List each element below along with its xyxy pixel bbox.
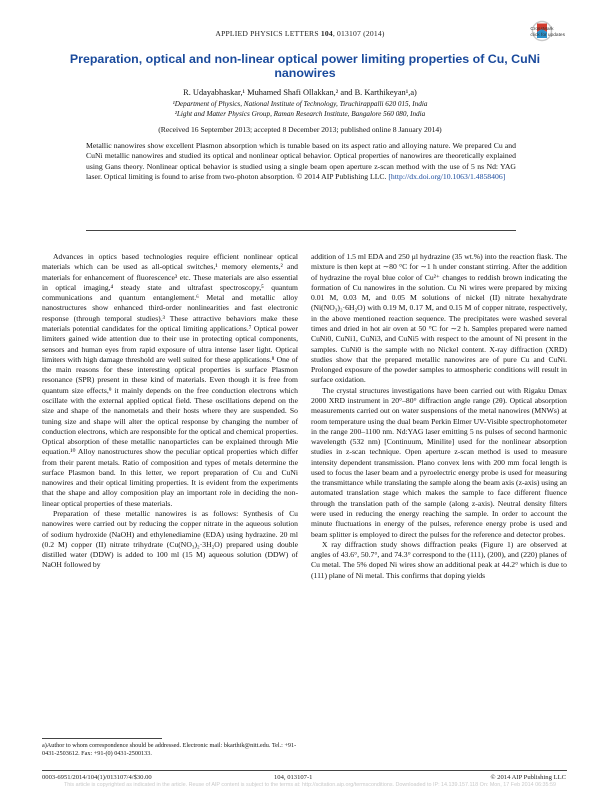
paragraph: Advances in optics based technologies require efficient nonlinear optical materials which can be used as all-optical switches,¹ memory elements,² and materials for enhancement of fluorescence³ etc. These materials are also essential in optical imaging,⁴ steady state and ultrafast spectroscopy,⁵ quantum communications and quantum entanglement.⁶ Metal and metallic alloy nanostructures show enhanced third-order nonlinearities and fast electronic response (through temporal studies).³ These attractive behaviors make these materials potential candidates for the optical limiting applications.⁷ Optical power limiters gained wide attention due to their use in protecting optical components, sensors and human eyes from rapid exposure of ultra intense laser light. Optical limiters with high damage threshold are well suited for these applications.⁸ One of the main reasons for these interesting optical properties is surface Plasmon resonance (SPR) present in these kind of materials. Even though it is free from quantum size effects,⁹ it mainly depends on the free conduction electrons which oscillate with the external applied optical field. These oscillations depend on the size and shape of the nanometals and their hosts where they are suspended. So tuning size and shape will alter the optical response by changing the number of conduction electrons, which are responsible for the optical and chemical properties. Optical absorption of these metallic nanoparticles can be explained through Mie equation.¹⁰ Alloy nanostructures show the peculiar optical properties which differ from their parent metals. Ratio of composition and types of metals determine the surface Plasmon band. In this letter, we report preparation of Cu and CuNi nanowires and their optical limiting properties. It is evident from the experiments that the shape and alloy composition play an important role in deciding the non-linear optical properties of these materials. <box>42 252 298 508</box>
paragraph: Preparation of these metallic nanowires is as follows: Synthesis of Cu nanowires were carried out by reducing the copper nitrate in the aqueous solution of sodium hydroxide (NaOH) and ethylenediamine (EDA) using hydrazine. 20 ml (0.2 M) copper (II) nitrate trihydrate (Cu(NO₃)₂·3H₂O) prepared using double distilled water (DDW) is added to 100 ml (15 M) aqueous solution (DDW) of NaOH followed by <box>42 509 298 570</box>
footer-divider <box>42 770 567 771</box>
journal-header <box>0 29 600 38</box>
paragraph: The crystal structures investigations have been carried out with Rigaku Dmax 2000 XRD instrument in 20°–80° diffraction angle range (2θ). Optical absorption measurements carried out on water suspensions of the metal nanowires (MNWs) at room temperature using the dual beam Perkin Elmer UV-Visible spectrophotometer in the range 200–1100 nm. Nd:YAG laser emitting 5 ns pulses of second harmonic wavelength (532 nm) [Continuum, Minilite] used for the nonlinear absorption studies in z-scan technique. Open aperture z-scan method is used to measure intensity dependent transmission. Plano convex lens with 200 mm focal length is used to focus the laser beam and a pyroelectric energy probe is used for measuring the transmittance while translating the sample along the beam axis (z-axis) using an automated translation stage which makes the sample to face different fluence through the translation path of the sample (along z-axis). Neutral density filters were used in reducing the energy reaching the sample. In order to account the minute fluctuations in energy of the pulses, reference energy probe is used and beam splitter is employed to direct the pulses for the reference and detector probes. <box>311 385 567 539</box>
footer-page: 104, 013107-1 <box>274 774 313 781</box>
footer-copyright: © 2014 AIP Publishing LLC <box>490 774 566 781</box>
body-column-left <box>42 252 298 571</box>
journal-volume: 104 <box>320 29 333 38</box>
abstract-divider <box>86 230 516 231</box>
footer-issn: 0003-6951/2014/104(1)/013107/4/$30.00 <box>42 774 152 781</box>
crossmark-subtext: click for updates <box>530 32 565 38</box>
article-title: Preparation, optical and non-linear optical power limiting properties of Cu, CuNi nanowires <box>69 52 541 80</box>
received-dates: (Received 16 September 2013; accepted 8 December 2013; published online 8 January 2014) <box>158 125 442 134</box>
crossmark-label[interactable] <box>530 27 565 38</box>
doi-link[interactable]: [http://dx.doi.org/10.1063/1.4858406] <box>388 171 506 181</box>
paragraph: addition of 1.5 ml EDA and 250 μl hydrazine (35 wt.%) into the reaction flask. The mixture is then kept at ∼80 °C for ∼1 h under constant stirring. After the addition of hydrazine the royal blue color of Cu²⁺ changes to reddish brown indicating the formation of Cu nanowires in the solution. Cu Ni wires were prepared by mixing 0.01 M, 0.03 M, and 0.05 M solutions of nickel (II) nitrate hexahydrate (Ni(NO₃)₂·6H₂O) with 0.19 M, 0.17 M, and 0.15 M of copper nitrate, respectively, in the above mentioned reaction sequence. The precipitates were washed several times and dried in hot air oven at 50 °C for ∼2 h. Samples prepared were named CuNi0, CuNi1, CuNi3, and CuNi5 with respect to the amount of Ni present in the samples. CuNi0 is the sample with no Nickel content. X-ray diffraction (XRD) studies show that the prepared metallic nanowires are of pure Cu and CuNi. Prolonged exposure of the powder samples to atmospheric conditions will result in surface oxidation. <box>311 252 567 385</box>
journal-name: APPLIED PHYSICS LETTERS <box>215 29 319 38</box>
abstract <box>86 141 516 182</box>
affiliation-2: ²Light and Matter Physics Group, Raman Research Institute, Bangalore 560 080, India <box>174 110 426 118</box>
article-number: , 013107 (2014) <box>332 29 385 38</box>
paragraph: X ray diffraction study shows diffraction peaks (Figure 1) are observed at angles of 43.6°, 50.7°, and 74.3° correspond to the (111), (200), and (220) planes of Cu metal. The 5% doped Ni wires show an additional peak at 44.2° which is due to (111) plane of Ni metal. This confirms that doping yields <box>311 539 567 580</box>
footnote-divider <box>42 738 162 739</box>
affiliation-1: ¹Department of Physics, National Institute of Technology, Tiruchirappalli 620 015, India <box>172 100 428 108</box>
author-list: R. Udayabhaskar,¹ Muhamed Shafi Ollakkan,² and B. Karthikeyan¹,a) <box>183 88 417 97</box>
download-watermark: This article is copyrighted as indicated in the article. Reuse of AIP content is subject to the terms at: http://scitation.aip.org/termsconditions. Downloaded to IP: 14.139.157.118 On: Mon, 17 Feb 2014 06:35:59 <box>63 782 557 788</box>
crossmark-text: CrossMark <box>530 27 554 32</box>
correspondence-footnote: a)Author to whom correspondence should be addressed. Electronic mail: bkarthik@nitt.edu. Tel.: +91-0431-2503612. Fax: +91-(0) 0431-2500133. <box>42 742 297 757</box>
body-column-right <box>311 252 567 581</box>
abstract-text: Metallic nanowires show excellent Plasmon absorption which is tunable based on its aspect ratio and alloying nature. We prepared Cu and CuNi metallic nanowires and studied its optical and nonlinear optical behavior. Optical properties of nanowires are theoretically explained using Gans theory. Nonlinear optical behavior is studied using a single beam open aperture z-scan method with the use of 5 ns Nd: YAG laser. Optical limiting is found to arise from two-photon absorption. © 2014 AIP Publishing LLC. <box>86 141 516 181</box>
